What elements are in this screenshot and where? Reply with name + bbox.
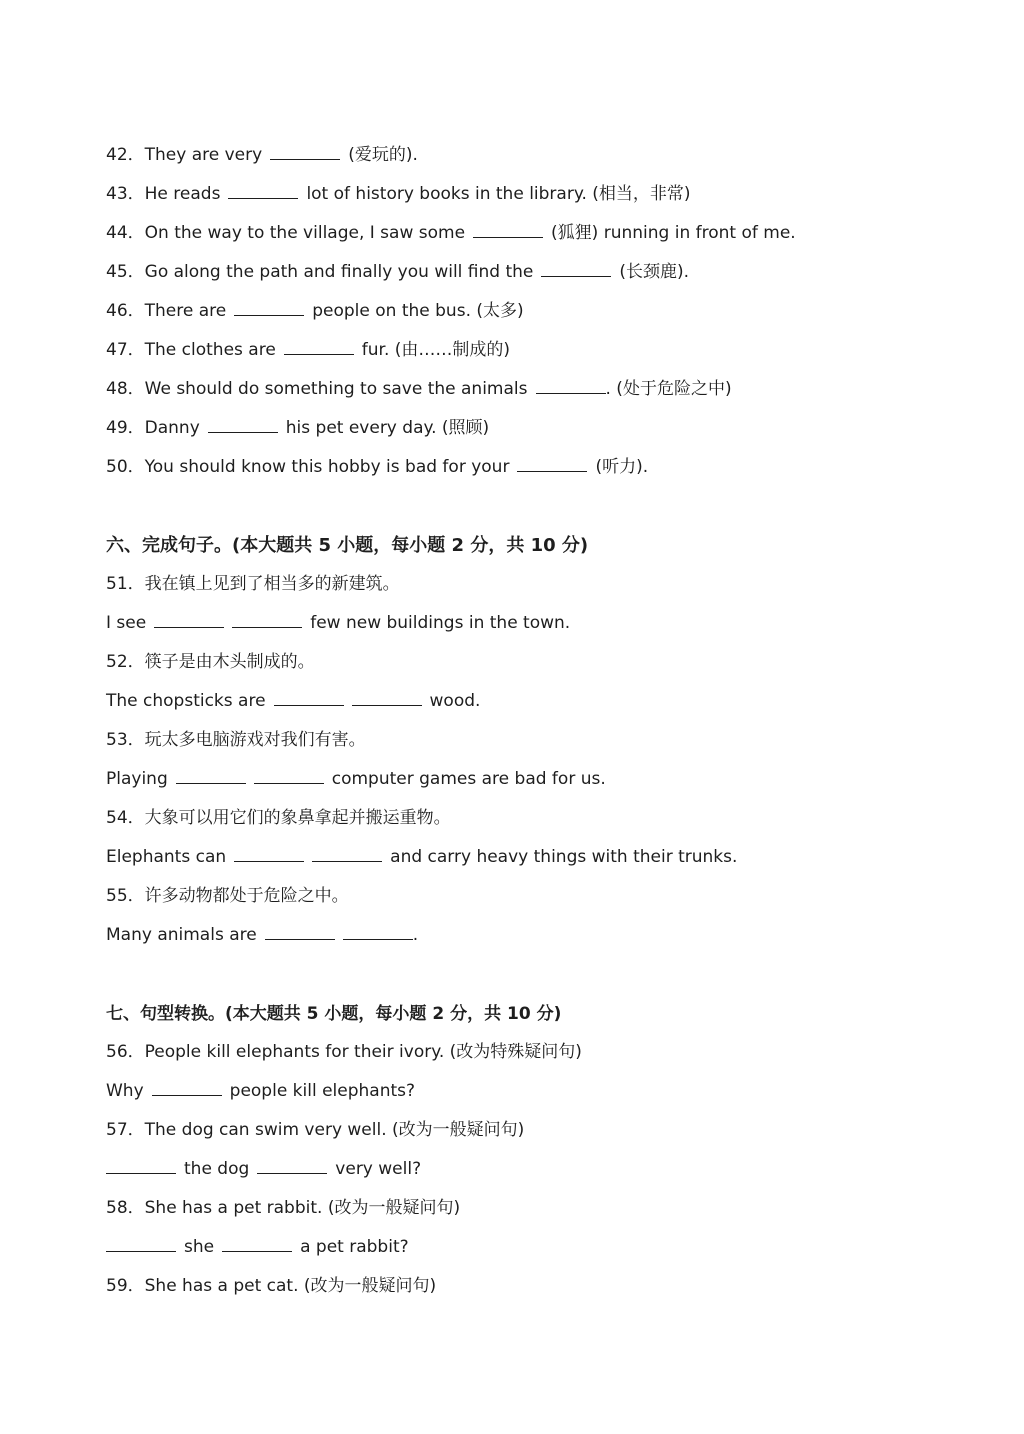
- question-hint: (狐狸) running in front of me.: [551, 223, 796, 243]
- question-text: Go along the path and finally you will find the: [144, 262, 534, 282]
- answer-blank[interactable]: [106, 1237, 176, 1252]
- question-number: 47．: [106, 340, 145, 360]
- sentence-end: .: [412, 925, 419, 945]
- sentence-end: computer games are bad for us.: [331, 769, 606, 789]
- question-text: There are: [144, 301, 227, 321]
- question-hint: fur. (由……制成的): [361, 340, 511, 360]
- question-55-sentence: [106, 924, 418, 946]
- question-hint: people on the bus. (太多): [312, 301, 524, 321]
- answer-blank[interactable]: [228, 184, 298, 199]
- answer-blank[interactable]: [152, 1081, 222, 1096]
- sentence-start: The chopsticks are: [106, 691, 266, 711]
- sentence-middle: she: [184, 1237, 215, 1257]
- question-number: 48．: [106, 379, 145, 399]
- question-56-prompt: 56．People kill elephants for their ivory. (改为特殊疑问句): [106, 1042, 582, 1062]
- answer-blank[interactable]: [257, 1159, 327, 1174]
- question-number: 43．: [106, 184, 145, 204]
- question-number: 46．: [106, 301, 145, 321]
- question-44: [106, 222, 796, 244]
- question-text: On the way to the village, I saw some: [144, 223, 466, 243]
- question-57-prompt: 57．The dog can swim very well. (改为一般疑问句): [106, 1120, 525, 1140]
- answer-blank[interactable]: [274, 691, 344, 706]
- sentence-start: Many animals are: [106, 925, 257, 945]
- sentence-start: Elephants can: [106, 847, 227, 867]
- question-48: [106, 378, 732, 400]
- question-58-sentence: [106, 1236, 409, 1258]
- answer-blank[interactable]: [106, 1159, 176, 1174]
- question-number: 50．: [106, 457, 145, 477]
- question-45: [106, 261, 689, 283]
- question-57-sentence: [106, 1158, 421, 1180]
- answer-blank[interactable]: [222, 1237, 292, 1252]
- question-43: [106, 183, 691, 205]
- question-text: The clothes are: [144, 340, 276, 360]
- answer-blank[interactable]: [517, 457, 587, 472]
- question-53-prompt: 53．玩太多电脑游戏对我们有害。: [106, 730, 366, 750]
- question-55-prompt: 55．许多动物都处于危险之中。: [106, 886, 349, 906]
- answer-blank[interactable]: [270, 145, 340, 160]
- question-text: We should do something to save the animals: [144, 379, 528, 399]
- answer-blank[interactable]: [352, 691, 422, 706]
- sentence-end: people kill elephants?: [229, 1081, 416, 1101]
- section-heading-7: 七、句型转换。(本大题共 5 小题，每小题 2 分，共 10 分): [106, 1004, 562, 1024]
- section-heading-6: 六、完成句子。(本大题共 5 小题，每小题 2 分，共 10 分): [106, 535, 589, 556]
- sentence-end: few new buildings in the town.: [310, 613, 571, 633]
- sentence-end: a pet rabbit?: [300, 1237, 409, 1257]
- question-54-prompt: 54．大象可以用它们的象鼻拿起并搬运重物。: [106, 808, 451, 828]
- answer-blank[interactable]: [208, 418, 278, 433]
- question-49: [106, 417, 489, 439]
- answer-blank[interactable]: [473, 223, 543, 238]
- question-hint: (爱玩的).: [348, 145, 418, 165]
- question-52-prompt: 52．筷子是由木头制成的。: [106, 652, 315, 672]
- answer-blank[interactable]: [265, 925, 335, 940]
- question-number: 44．: [106, 223, 145, 243]
- question-text: They are very: [144, 145, 263, 165]
- answer-blank[interactable]: [234, 847, 304, 862]
- sentence-start: Why: [106, 1081, 144, 1101]
- question-58-prompt: 58．She has a pet rabbit. (改为一般疑问句): [106, 1198, 461, 1218]
- answer-blank[interactable]: [536, 379, 606, 394]
- question-59-prompt: 59．She has a pet cat. (改为一般疑问句): [106, 1276, 437, 1296]
- answer-blank[interactable]: [284, 340, 354, 355]
- question-46: [106, 300, 524, 322]
- question-text: He reads: [144, 184, 221, 204]
- question-hint: his pet every day. (照顾): [285, 418, 490, 438]
- answer-blank[interactable]: [234, 301, 304, 316]
- answer-blank[interactable]: [541, 262, 611, 277]
- question-number: 42．: [106, 145, 145, 165]
- sentence-start: I see: [106, 613, 147, 633]
- answer-blank[interactable]: [154, 613, 224, 628]
- sentence-start: Playing: [106, 769, 168, 789]
- answer-blank[interactable]: [343, 925, 413, 940]
- question-hint: lot of history books in the library. (相当，非常): [306, 184, 691, 204]
- question-51-prompt: 51．我在镇上见到了相当多的新建筑。: [106, 574, 400, 594]
- question-text: Danny: [144, 418, 200, 438]
- question-hint: (听力).: [595, 457, 649, 477]
- question-52-sentence: [106, 690, 480, 712]
- question-number: 45．: [106, 262, 145, 282]
- answer-blank[interactable]: [254, 769, 324, 784]
- question-hint: . (处于危险之中): [605, 379, 732, 399]
- question-51-sentence: [106, 612, 570, 634]
- question-text: You should know this hobby is bad for your: [144, 457, 510, 477]
- sentence-middle: the dog: [184, 1159, 250, 1179]
- answer-blank[interactable]: [232, 613, 302, 628]
- question-number: 49．: [106, 418, 145, 438]
- answer-blank[interactable]: [176, 769, 246, 784]
- question-54-sentence: [106, 846, 737, 868]
- question-56-sentence: [106, 1080, 415, 1102]
- question-50: [106, 456, 648, 478]
- answer-blank[interactable]: [312, 847, 382, 862]
- question-42: [106, 144, 418, 166]
- question-53-sentence: [106, 768, 606, 790]
- question-hint: (长颈鹿).: [619, 262, 690, 282]
- sentence-end: wood.: [429, 691, 481, 711]
- question-47: [106, 339, 510, 361]
- sentence-end: very well?: [335, 1159, 422, 1179]
- sentence-end: and carry heavy things with their trunks.: [390, 847, 738, 867]
